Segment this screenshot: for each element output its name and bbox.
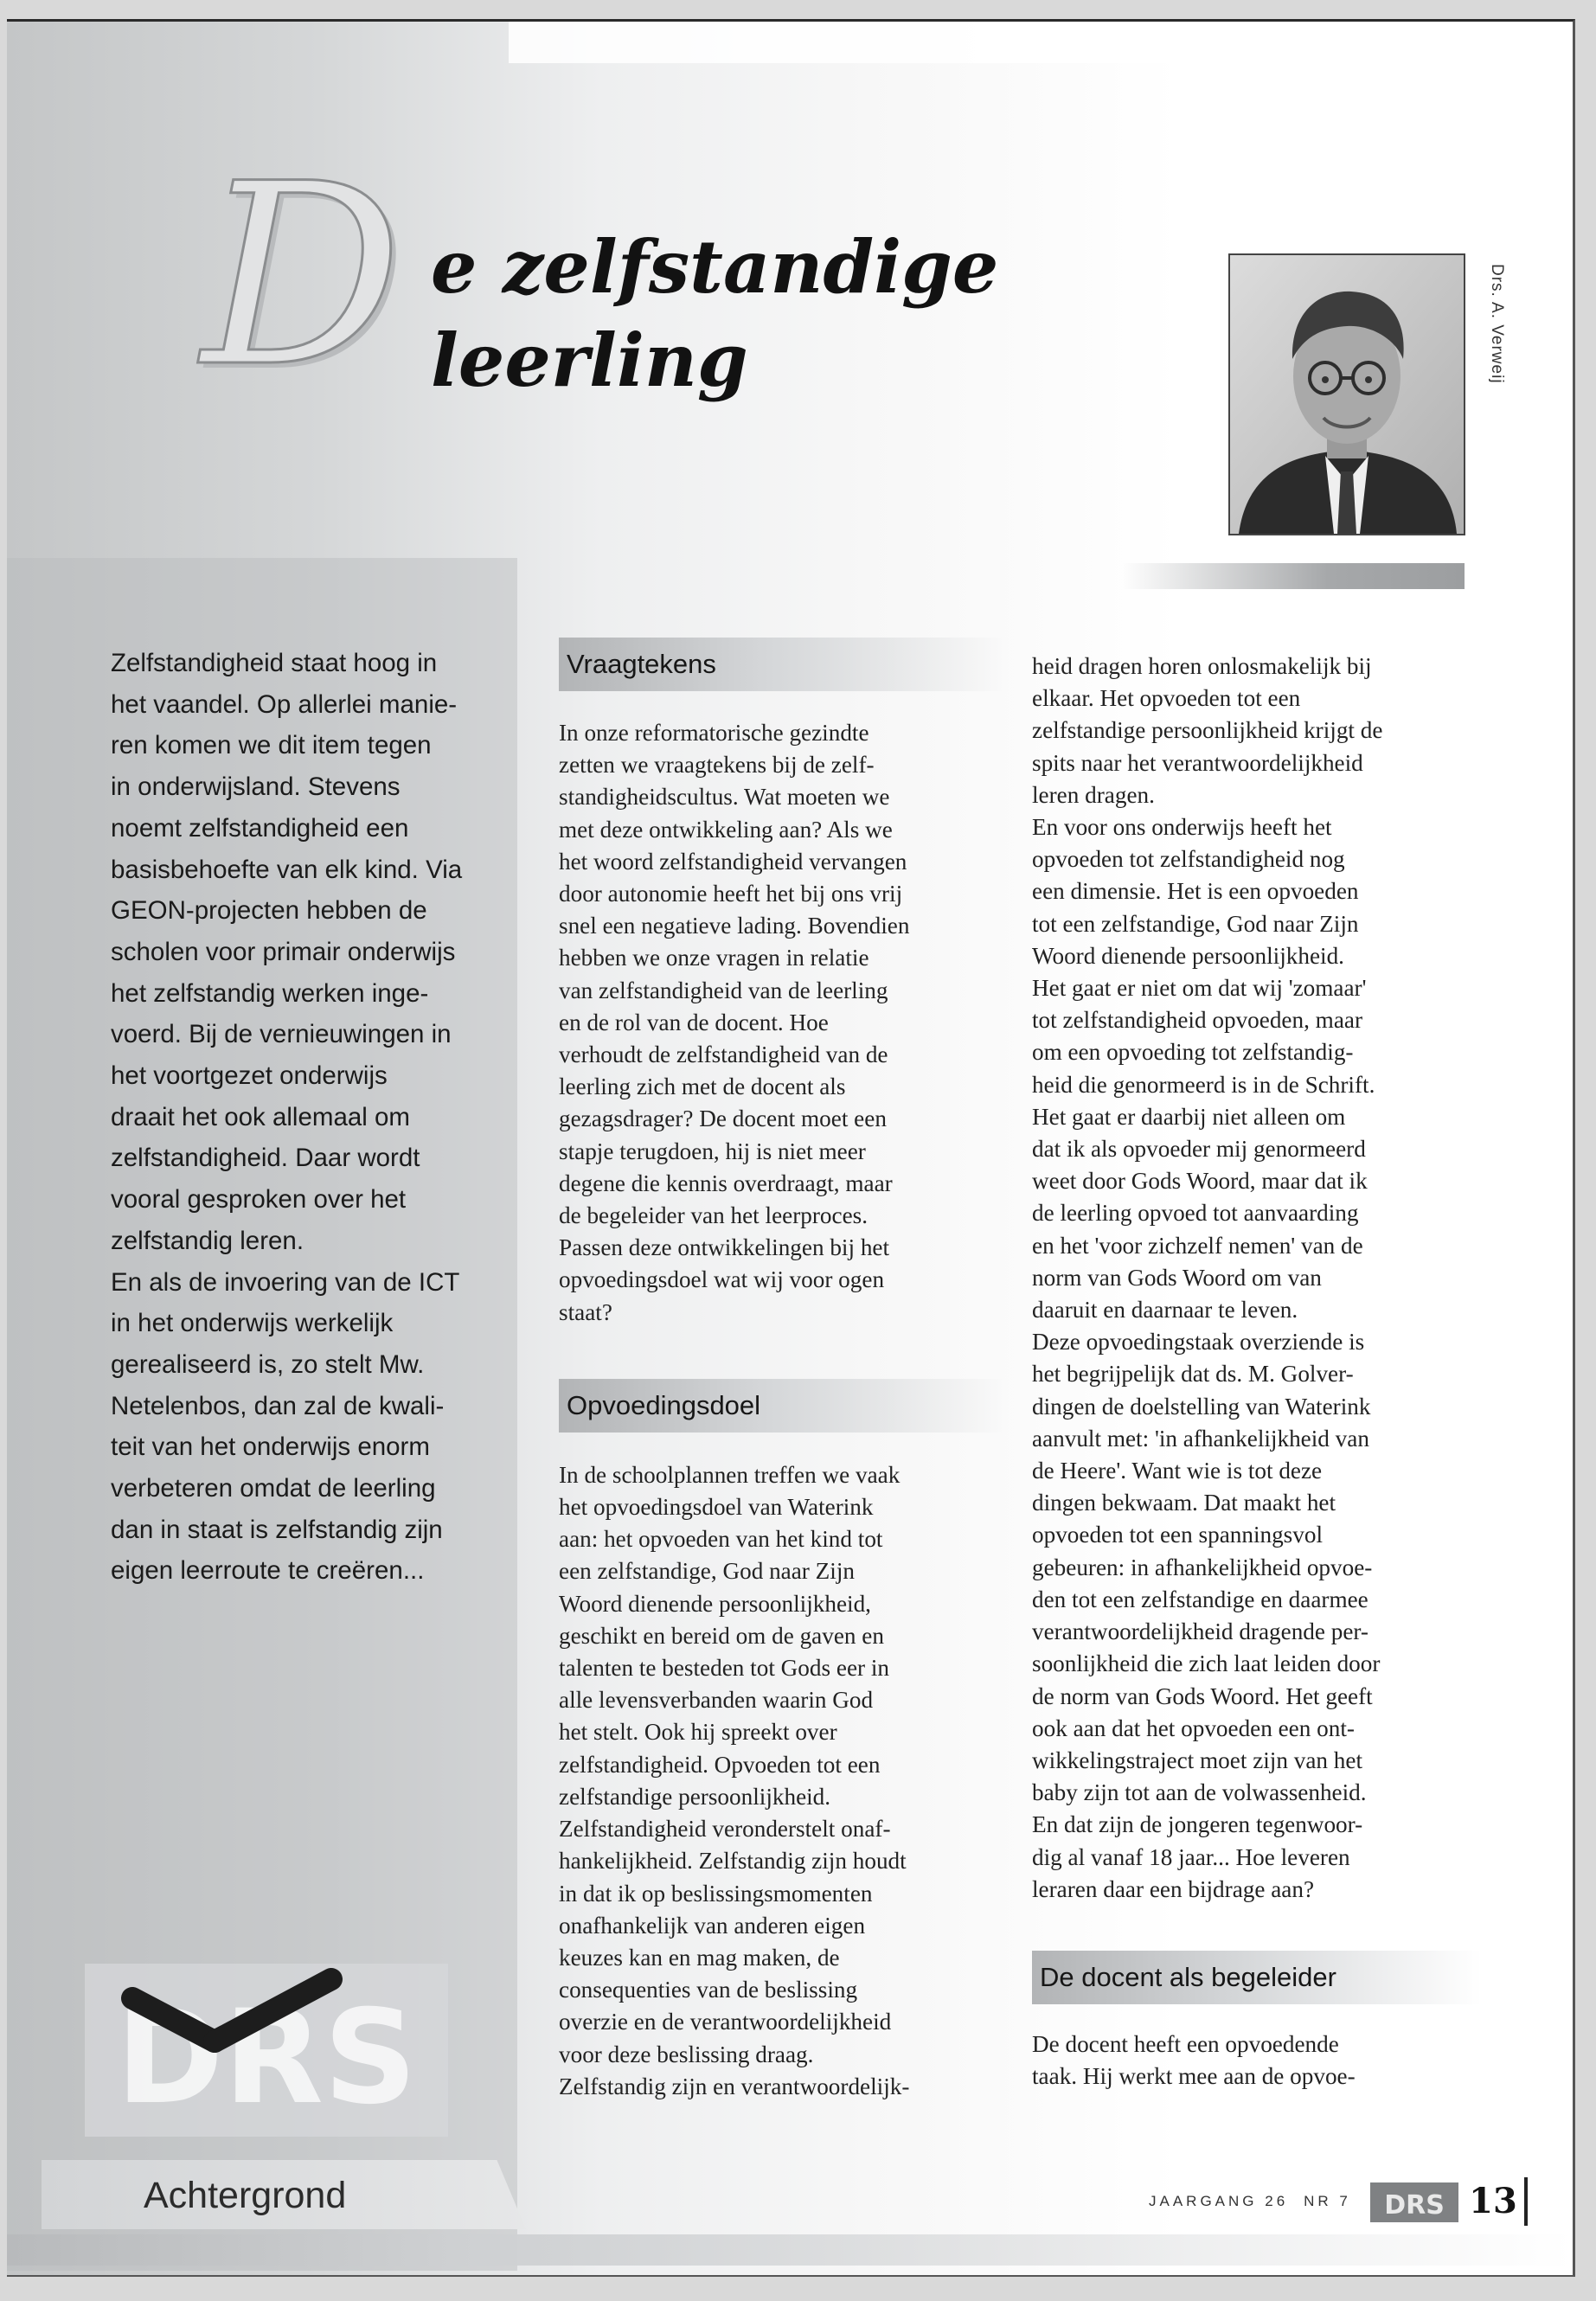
intro-line: GEON-projecten hebben de [111, 896, 427, 926]
text-line: verantwoordelijkheid dragende per- [1032, 1618, 1368, 1645]
intro-line: zelfstandig leren. [111, 1226, 304, 1255]
text-line: gebeuren: in afhankelijkheid opvoe- [1032, 1554, 1373, 1580]
author-photo [1228, 253, 1465, 535]
text-line: dingen bekwaam. Dat maakt het [1032, 1490, 1336, 1516]
text-line: degene die kennis overdraagt, maar [559, 1170, 893, 1196]
text-line: keuzes kan en mag maken, de [559, 1944, 840, 1971]
intro-line: het zelfstandig werken inge- [111, 978, 429, 1008]
publication-logo [85, 1964, 448, 2137]
text-line: leraren daar een bijdrage aan? [1032, 1875, 1315, 1902]
text-line: In de schoolplannen treffen we vaak [559, 1461, 901, 1488]
intro-line: in onderwijsland. Stevens [111, 772, 401, 802]
top-highlight [509, 22, 1196, 63]
intro-line: Zelfstandigheid staat hoog in [111, 649, 438, 677]
text-line: tot zelfstandigheid opvoeden, maar [1032, 1007, 1363, 1034]
text-line: En voor ons onderwijs heeft het [1032, 814, 1332, 841]
text-line: elkaar. Het opvoeden tot een [1032, 685, 1301, 712]
text-line: voor deze beslissing draag. [559, 2041, 814, 2067]
text-line: Passen deze ontwikkelingen bij het [559, 1234, 890, 1261]
text-line: geschikt en bereid om de gaven en [559, 1622, 884, 1649]
title-line: leerling [431, 317, 748, 403]
text-line: heid die genormeerd is in de Schrift. [1032, 1071, 1375, 1098]
text-line: den tot een zelfstandige en daarmee [1032, 1586, 1368, 1612]
text-line: en het 'voor zichzelf nemen' van de [1032, 1232, 1363, 1259]
text-line: zetten we vraagtekens bij de zelf- [559, 752, 875, 779]
intro-line: zelfstandigheid. Daar wordt [111, 1144, 420, 1173]
text-line: consequenties van de beslissing [559, 1977, 858, 2003]
volume-label: JAARGANG 26 [1149, 2193, 1289, 2209]
text-line: de leerling opvoed tot aanvaarding [1032, 1200, 1359, 1227]
text-line: de norm van Gods Woord. Het geeft [1032, 1682, 1373, 1709]
text-line: talenten te besteden tot Gods eer in [559, 1655, 890, 1682]
text-line: een dimensie. Het is een opvoeden [1032, 878, 1359, 905]
intro-line: noemt zelfstandigheid een [111, 813, 409, 843]
text-line: zelfstandige persoonlijkheid krijgt de [1032, 717, 1383, 744]
text-line: norm van Gods Woord om van [1032, 1264, 1322, 1291]
text-line: baby zijn tot aan de volwassenheid. [1032, 1779, 1367, 1806]
text-line: alle levensverbanden waarin God [559, 1687, 874, 1714]
drop-cap: D [202, 131, 403, 422]
text-line: snel een negatieve lading. Bovendien [559, 913, 910, 939]
text-line: opvoedingsdoel wat wij voor ogen [559, 1266, 885, 1293]
intro-line: voerd. Bij de vernieuwingen in [111, 1020, 452, 1049]
text-line: taak. Hij werkt mee aan de opvoe- [1032, 2063, 1356, 2090]
text-line: standigheidscultus. Wat moeten we [559, 784, 890, 811]
text-line: het stelt. Ook hij spreekt over [559, 1719, 837, 1746]
section-heading-docent: De docent als begeleider [1032, 1951, 1482, 2004]
intro-line: gerealiseerd is, zo stelt Mw. [111, 1349, 425, 1379]
text-line: dingen de doelstelling van Waterink [1032, 1393, 1371, 1420]
intro-text [111, 643, 513, 1592]
text-line: staat? [559, 1298, 612, 1325]
intro-line: teit van het onderwijs enorm [111, 1433, 430, 1462]
text-line: De docent heeft een opvoedende [1032, 2030, 1339, 2057]
text-line: de Heere'. Want wie is tot deze [1032, 1458, 1323, 1484]
intro-line: ren komen we dit item tegen [111, 731, 432, 760]
text-line: aanvult met: 'in afhankelijkheid van [1032, 1425, 1369, 1452]
intro-line: in het onderwijs werkelijk [111, 1309, 394, 1338]
text-line: om een opvoeding tot zelfstandig- [1032, 1039, 1354, 1066]
intro-line: eigen leerroute te creëren... [111, 1556, 425, 1586]
footer-logo [1370, 2182, 1458, 2222]
magazine-page [7, 19, 1575, 2277]
intro-line: draait het ook allemaal om [111, 1102, 410, 1131]
text-line: Zelfstandigheid veronderstelt onaf- [559, 1816, 891, 1843]
text-line: soonlijkheid die zich laat leiden door [1032, 1650, 1381, 1677]
text-line: aan: het opvoeden van het kind tot [559, 1526, 883, 1553]
intro-line: scholen voor primair onderwijs [111, 937, 456, 966]
text-line: Woord dienende persoonlijkheid. [1032, 942, 1344, 969]
text-line: Het gaat er niet om dat wij 'zomaar' [1032, 975, 1367, 1002]
article-title [431, 221, 1036, 407]
issue-info [1149, 2193, 1351, 2210]
text-line: Woord dienende persoonlijkheid, [559, 1590, 871, 1617]
text-line: leerling zich met de docent als [559, 1074, 846, 1100]
text-line: Deze opvoedingstaak overziende is [1032, 1329, 1365, 1356]
header-divider-bar [1123, 563, 1465, 589]
text-line: Zelfstandig zijn en verantwoordelijk- [559, 2073, 910, 2099]
text-line: het opvoedingsdoel van Waterink [559, 1494, 874, 1521]
text-line: En dat zijn de jongeren tegenwoor- [1032, 1811, 1363, 1838]
text-line: het begrijpelijk dat ds. M. Golver- [1032, 1361, 1354, 1388]
text-line: ook aan dat het opvoeden een ont- [1032, 1715, 1355, 1741]
column-middle [559, 638, 1009, 2103]
text-line: door autonomie heeft het bij ons vrij [559, 881, 903, 907]
text-line: daaruit en daarnaar te leven. [1032, 1297, 1298, 1324]
text-line: tot een zelfstandige, God naar Zijn [1032, 910, 1359, 937]
author-portrait-image [1230, 255, 1464, 534]
text-line: wikkelingstraject moet zijn van het [1032, 1747, 1363, 1773]
text-line: In onze reformatorische gezindte [559, 720, 869, 746]
text-line: in dat ik op beslissingsmomenten [559, 1880, 873, 1907]
text-line: overzie en de verantwoordelijkheid [559, 2009, 892, 2035]
paragraph-continued [1032, 651, 1482, 1906]
intro-line: het voortgezet onderwijs [111, 1061, 388, 1091]
footer-logo-text: DRS [1384, 2190, 1445, 2221]
author-byline: Drs. A. Verweij [1488, 264, 1506, 384]
intro-line: dan in staat is zelfstandig zijn [111, 1515, 443, 1544]
text-line: met deze ontwikkeling aan? Als we [559, 816, 893, 843]
text-line: Het gaat er daarbij niet alleen om [1032, 1103, 1346, 1130]
text-line: verhoudt de zelfstandigheid van de [559, 1042, 888, 1068]
section-heading-vraagtekens: Vraagtekens [559, 638, 1009, 691]
text-line: opvoeden tot zelfstandigheid nog [1032, 846, 1345, 873]
paragraph-opvoedingsdoel [559, 1459, 1009, 2103]
section-heading-opvoedingsdoel: Opvoedingsdoel [559, 1379, 1009, 1433]
intro-line: vooral gesproken over het [111, 1185, 407, 1215]
section-label: Achtergrond [144, 2175, 347, 2216]
title-line: e zelfstandige [431, 224, 999, 310]
text-line: spits naar het verantwoordelijkheid [1032, 749, 1363, 776]
text-line: heid dragen horen onlosmakelijk bij [1032, 653, 1372, 679]
text-line: opvoeden tot een spanningsvol [1032, 1522, 1324, 1548]
paragraph-docent [1032, 2029, 1482, 2093]
text-line: dig al vanaf 18 jaar... Hoe leveren [1032, 1843, 1350, 1870]
issue-label: NR 7 [1304, 2193, 1351, 2209]
text-line: hankelijkheid. Zelfstandig zijn houdt [559, 1848, 907, 1875]
text-line: en de rol van de docent. Hoe [559, 1009, 829, 1035]
text-line: weet door Gods Woord, maar dat ik [1032, 1168, 1368, 1195]
text-line: onafhankelijk van anderen eigen [559, 1912, 866, 1939]
intro-line: basisbehoefte van elk kind. Via [111, 855, 463, 884]
text-line: dat ik als opvoeder mij genormeerd [1032, 1136, 1366, 1163]
text-line: zelfstandige persoonlijkheid. [559, 1783, 831, 1810]
footer-strip [7, 2234, 1573, 2266]
intro-line: verbeteren omdat de leerling [111, 1474, 436, 1503]
drs-logo-icon [85, 1964, 448, 2137]
intro-line: Netelenbos, dan zal de kwali- [111, 1391, 445, 1420]
text-line: stapje terugdoen, hij is niet meer [559, 1138, 866, 1164]
text-line: de begeleider van het leerproces. [559, 1202, 869, 1229]
text-line: hebben we onze vragen in relatie [559, 945, 869, 971]
intro-line: het vaandel. Op allerlei manie- [111, 689, 458, 719]
text-line: gezagsdrager? De docent moet een [559, 1106, 887, 1132]
text-line: zelfstandigheid. Opvoeden tot een [559, 1751, 881, 1778]
text-line: leren dragen. [1032, 781, 1155, 808]
text-line: een zelfstandige, God naar Zijn [559, 1558, 855, 1585]
page-number: 13 [1462, 2177, 1528, 2226]
paragraph-vraagtekens [559, 717, 1009, 1329]
text-line: van zelfstandigheid van de leerling [559, 977, 888, 1003]
intro-line: En als de invoering van de ICT [111, 1267, 460, 1297]
logo-text: DRS [115, 1983, 418, 2133]
column-right [1032, 651, 1482, 2093]
drs-small-logo-icon [1370, 2182, 1458, 2222]
text-line: het woord zelfstandigheid vervangen [559, 848, 907, 875]
